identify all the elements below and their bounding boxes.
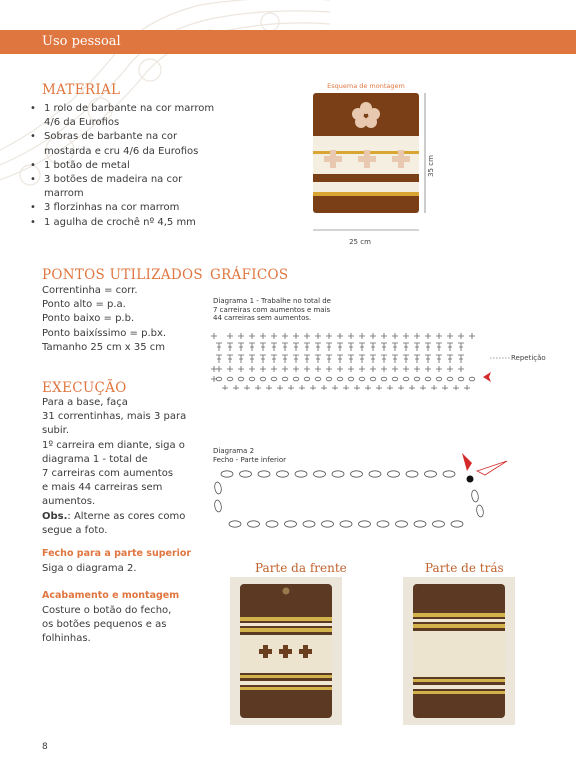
chain-symbol (293, 377, 299, 381)
front-photo-title: Parte da frente (255, 561, 347, 575)
stitch-symbol (337, 333, 343, 339)
diagram2-caption: Diagrama 2 Fecho - Parte inferior (213, 447, 286, 464)
assembly-scheme (300, 78, 450, 250)
stitch-symbol (227, 355, 233, 363)
section-title: Uso pessoal (42, 34, 121, 49)
chain-symbol (406, 471, 418, 477)
stitch-symbol (442, 385, 448, 390)
front-photo (230, 577, 342, 725)
repeat-label: Repetição (511, 354, 546, 362)
chain-symbol (351, 471, 363, 477)
stitch-symbol (447, 355, 453, 363)
stitch-symbol (282, 333, 288, 339)
stitch-symbol (282, 366, 288, 372)
stitch-symbol (315, 355, 321, 363)
list-item: • 1 agulha de crochê nº 4,5 mm (30, 216, 196, 228)
stitch-symbol (249, 343, 255, 351)
stitch-symbol (233, 385, 239, 390)
chain-symbol (392, 377, 398, 381)
chain-symbol (388, 471, 400, 477)
chain-symbol (282, 377, 288, 381)
stitch-symbol (304, 343, 310, 351)
stitch-symbol (266, 385, 272, 390)
stitch-symbol (370, 355, 376, 363)
stitch-symbol (288, 385, 294, 390)
stitch-symbol (392, 355, 398, 363)
stitch-symbol (238, 343, 244, 351)
chain-symbol (433, 521, 445, 527)
stitch-symbol (370, 343, 376, 351)
chain-symbol (326, 377, 332, 381)
stitch-symbol (249, 333, 255, 339)
stitch-symbol (420, 385, 426, 390)
stitch-symbol (244, 385, 250, 390)
scheme-width-label: 25 cm (349, 238, 371, 246)
stitch-symbol (392, 343, 398, 351)
chain-symbol (381, 377, 387, 381)
stitch-symbol (271, 343, 277, 351)
start-arrow (483, 372, 491, 382)
stitch-symbol (304, 366, 310, 372)
list-item: • 3 florzinhas na cor marrom (30, 202, 180, 214)
chain-symbol (443, 471, 455, 477)
chain-symbol (260, 377, 266, 381)
stitch-symbol (458, 366, 464, 372)
pontos-list: Correntinha = corr. Ponto alto = p.a. Ponto baixo = p.b. Ponto baixíssimo = p.bx. Tamanho 25 cm x 35 cm (42, 285, 167, 353)
chain-symbol (377, 521, 389, 527)
chain-symbol (370, 377, 376, 381)
stitch-symbol (293, 355, 299, 363)
fecho-text: Siga o diagrama 2. (42, 563, 137, 574)
stitch-symbol (436, 366, 442, 372)
stitch-symbol (315, 343, 321, 351)
chain-symbol (359, 521, 371, 527)
stitch-symbol (359, 343, 365, 351)
stitch-symbol (425, 343, 431, 351)
stitch-symbol (469, 333, 475, 339)
stitch-symbol (409, 385, 415, 390)
chain-symbol (214, 500, 222, 513)
stitch-symbol (304, 355, 310, 363)
chain-symbol (229, 521, 241, 527)
chain-symbol (414, 377, 420, 381)
stitch-symbol (260, 343, 266, 351)
start-arrow (462, 453, 472, 471)
stitch-symbol (403, 343, 409, 351)
stitch-symbol (249, 366, 255, 372)
stitch-symbol (392, 366, 398, 372)
diagram1-caption: Diagrama 1 - Trabalhe no total de 7 carreiras com aumentos e mais 44 carreiras sem aumentos. (213, 297, 331, 322)
chain-symbol (314, 471, 326, 477)
stitch-symbol (227, 366, 233, 372)
graficos-heading: GRÁFICOS (210, 267, 289, 283)
chain-symbol (277, 471, 289, 477)
stitch-symbol (216, 343, 222, 351)
stitch-symbol (216, 366, 222, 372)
chain-symbol (248, 521, 260, 527)
stitch-symbol (403, 333, 409, 339)
acabamento-title: Acabamento e montagem (42, 590, 180, 601)
stitch-symbol (447, 366, 453, 372)
stitch-symbol (293, 343, 299, 351)
chain-symbol (403, 377, 409, 381)
stitch-symbol (414, 343, 420, 351)
stitch-symbol (222, 385, 228, 390)
stitch-symbol (464, 385, 470, 390)
stitch-symbol (238, 333, 244, 339)
stitch-symbol (271, 355, 277, 363)
chain-symbol (340, 521, 352, 527)
chain-symbol (240, 471, 252, 477)
material-heading: MATERIAL (42, 82, 121, 98)
back-photo (403, 577, 515, 725)
chain-symbol (476, 505, 484, 518)
stitch-symbol (227, 343, 233, 351)
stitch-symbol (370, 333, 376, 339)
chain-symbol (303, 521, 315, 527)
diagram2 (205, 436, 525, 536)
acabamento-text: Costure o botão do fecho, os botões pequenos e as folhinhas. (42, 605, 172, 645)
stitch-symbol (436, 333, 442, 339)
stitch-symbol (447, 343, 453, 351)
stitch-symbol (282, 355, 288, 363)
chain-symbol (451, 521, 463, 527)
stitch-symbol (277, 385, 283, 390)
stitch-symbol (348, 333, 354, 339)
stitch-symbol (216, 355, 222, 363)
chain-symbol (348, 377, 354, 381)
stitch-symbol (381, 366, 387, 372)
stitch-symbol (255, 385, 261, 390)
button-icon (283, 588, 290, 595)
chain-symbol (414, 521, 426, 527)
chain-symbol (471, 490, 479, 503)
stitch-symbol (436, 343, 442, 351)
stitch-symbol (425, 333, 431, 339)
chain-symbol (369, 471, 381, 477)
chain-symbol (458, 377, 464, 381)
stitch-symbol (381, 355, 387, 363)
chain-symbol (396, 521, 408, 527)
execucao-text: Para a base, faça 31 correntinhas, mais 3 para subir. 1º carreira em diante, siga o diagrama 1 - total de 7 carreiras com aumentos e mais 44 carreiras sem aumentos. Obs.: Alterne as cores como segue a foto. (42, 397, 187, 536)
execucao-heading: EXECUÇÃO (42, 380, 127, 396)
chain-symbol (315, 377, 321, 381)
stitch-symbol (392, 333, 398, 339)
stitch-symbol (315, 366, 321, 372)
stitch-symbol (348, 343, 354, 351)
stitch-symbol (211, 376, 217, 382)
stitch-symbol (348, 366, 354, 372)
pontos-heading: PONTOS UTILIZADOS (42, 267, 203, 283)
chain-symbol (214, 482, 222, 495)
direction-arrow (477, 461, 507, 475)
stitch-symbol (271, 366, 277, 372)
chain-symbol (304, 377, 310, 381)
stitch-symbol (431, 385, 437, 390)
diagram1 (205, 328, 555, 390)
stitch-symbol (299, 385, 305, 390)
chain-symbol (469, 377, 475, 381)
stitch-symbol (271, 333, 277, 339)
stitch-symbol (348, 355, 354, 363)
stitch-symbol (425, 366, 431, 372)
stitch-symbol (414, 366, 420, 372)
stitch-symbol (376, 385, 382, 390)
chain-symbol (249, 377, 255, 381)
stitch-symbol (332, 385, 338, 390)
stitch-symbol (249, 355, 255, 363)
stitch-symbol (381, 343, 387, 351)
chain-symbol (266, 521, 278, 527)
stitch-symbol (315, 333, 321, 339)
list-item: • 3 botões de madeira na cor marrom (30, 174, 183, 200)
chain-symbol (337, 377, 343, 381)
stitch-symbol (260, 366, 266, 372)
stitch-symbol (337, 343, 343, 351)
stitch-symbol (387, 385, 393, 390)
stitch-symbol (326, 343, 332, 351)
chain-symbol (436, 377, 442, 381)
stitch-symbol (458, 355, 464, 363)
stitch-symbol (211, 333, 217, 339)
stitch-symbol (326, 355, 332, 363)
chain-symbol (425, 377, 431, 381)
list-item: • 1 rolo de barbante na cor marrom 4/6 da Eurofios (30, 103, 215, 129)
stitch-symbol (326, 333, 332, 339)
chain-symbol (322, 521, 334, 527)
stitch-symbol (403, 355, 409, 363)
stitch-symbol (458, 333, 464, 339)
chain-symbol (359, 377, 365, 381)
chain-symbol (271, 377, 277, 381)
stitch-symbol (425, 355, 431, 363)
stitch-symbol (436, 355, 442, 363)
start-point (467, 476, 474, 483)
stitch-symbol (398, 385, 404, 390)
stitch-symbol (381, 333, 387, 339)
chain-symbol (216, 377, 222, 381)
stitch-symbol (447, 333, 453, 339)
chain-symbol (221, 471, 233, 477)
list-item: • 1 botão de metal (30, 159, 130, 171)
stitch-symbol (282, 343, 288, 351)
chain-symbol (447, 377, 453, 381)
stitch-symbol (354, 385, 360, 390)
stitch-symbol (227, 333, 233, 339)
stitch-symbol (337, 355, 343, 363)
stitch-symbol (453, 385, 459, 390)
stitch-symbol (238, 355, 244, 363)
stitch-symbol (260, 333, 266, 339)
chain-symbol (285, 521, 297, 527)
stitch-symbol (326, 366, 332, 372)
scheme-title: Esquema de montagem (327, 82, 405, 90)
stitch-symbol (458, 343, 464, 351)
stitch-symbol (343, 385, 349, 390)
chain-symbol (238, 377, 244, 381)
chain-symbol (258, 471, 270, 477)
stitch-symbol (403, 366, 409, 372)
stitch-symbol (359, 355, 365, 363)
stitch-symbol (304, 333, 310, 339)
chain-symbol (227, 377, 233, 381)
stitch-symbol (365, 385, 371, 390)
stitch-symbol (359, 333, 365, 339)
fecho-title: Fecho para a parte superior (42, 548, 192, 559)
stitch-symbol (238, 366, 244, 372)
chain-symbol (295, 471, 307, 477)
material-list (30, 102, 220, 230)
chain-symbol (332, 471, 344, 477)
stitch-symbol (293, 333, 299, 339)
stitch-symbol (293, 366, 299, 372)
stitch-symbol (414, 355, 420, 363)
stitch-symbol (370, 366, 376, 372)
stitch-symbol (321, 385, 327, 390)
stitch-symbol (359, 366, 365, 372)
back-photo-title: Parte de trás (425, 561, 504, 575)
stitch-symbol (414, 333, 420, 339)
scheme-height-label: 35 cm (427, 155, 435, 177)
stitch-symbol (260, 355, 266, 363)
stitch-symbol (337, 366, 343, 372)
stitch-symbol (310, 385, 316, 390)
page-number: 8 (42, 742, 48, 752)
list-item: • Sobras de barbante na cor mostarda e cru 4/6 da Eurofios (30, 131, 199, 157)
chain-symbol (425, 471, 437, 477)
